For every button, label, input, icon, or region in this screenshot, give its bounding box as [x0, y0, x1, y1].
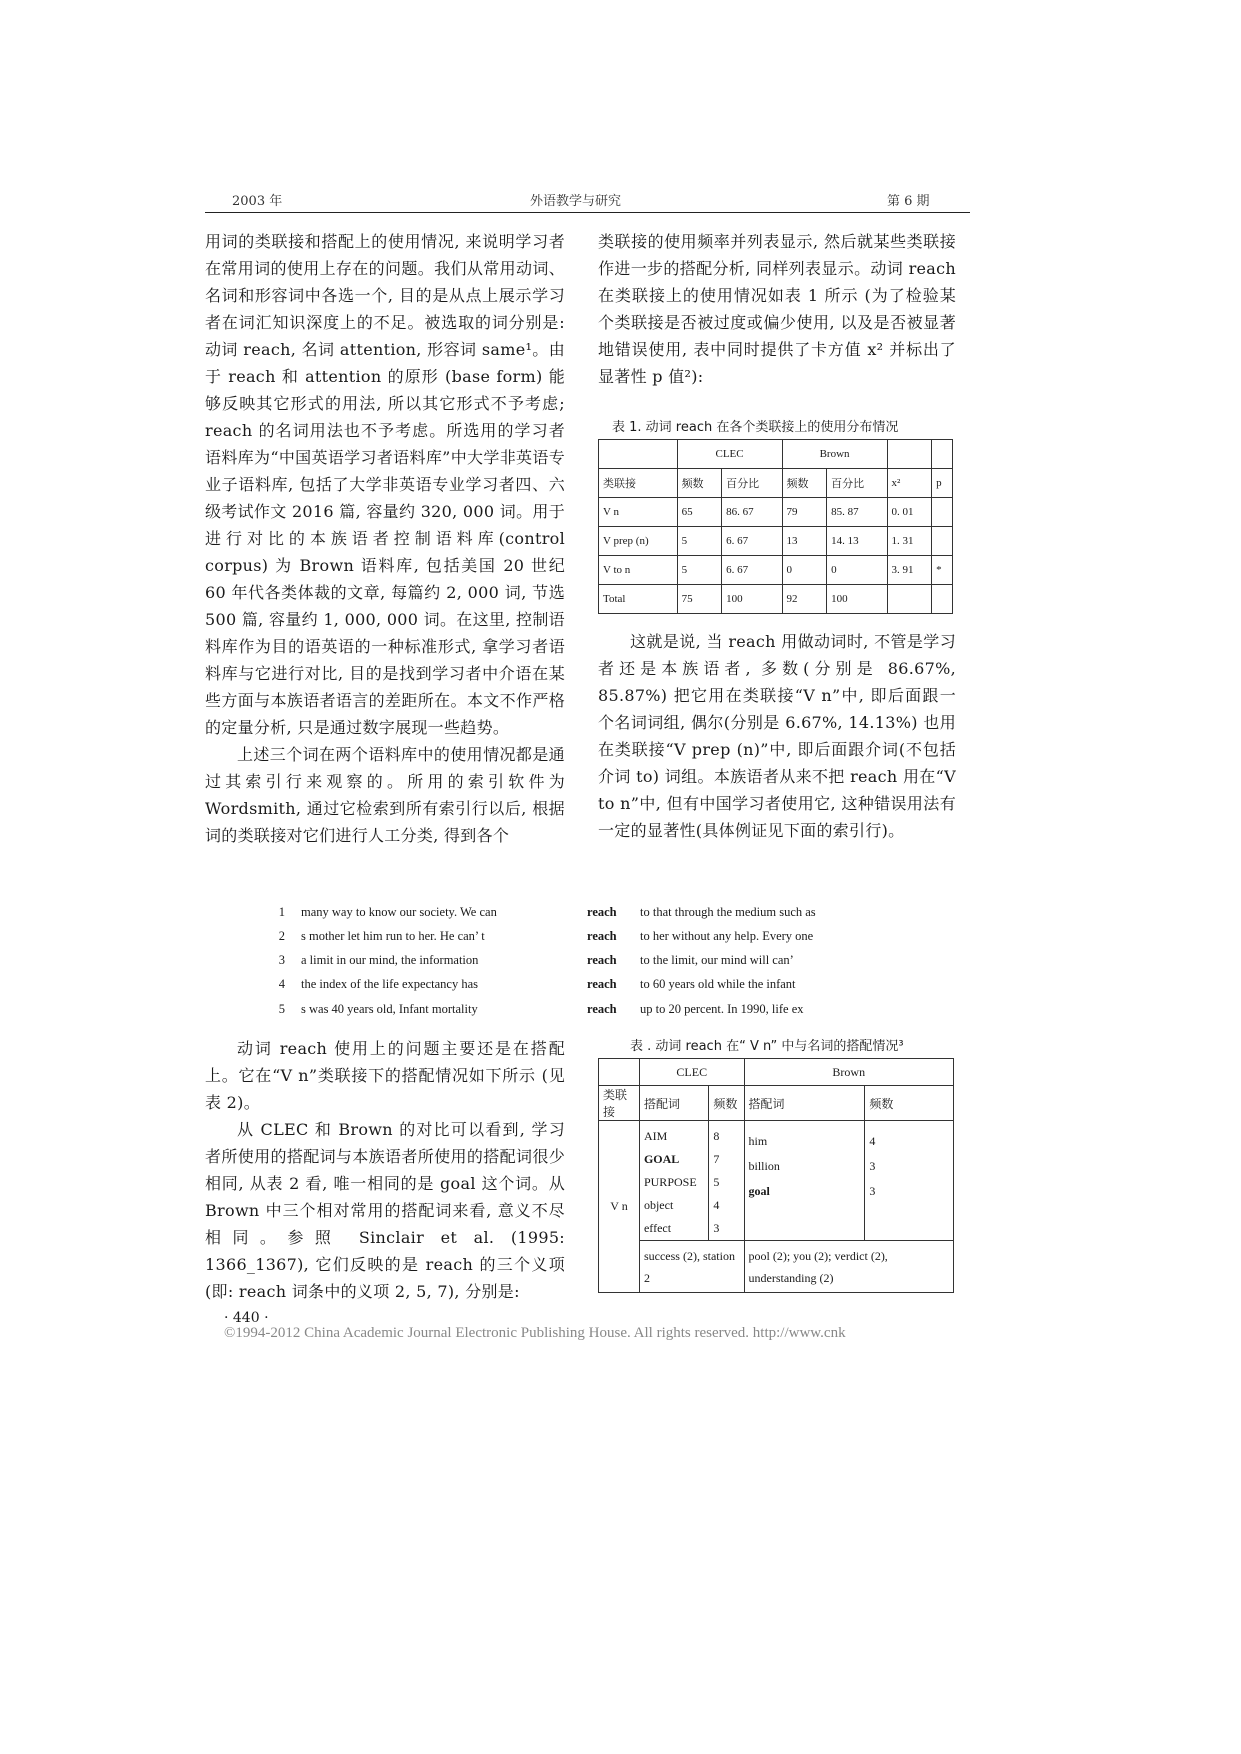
table1-row — [599, 556, 953, 585]
table1-cell: 100 — [722, 585, 782, 614]
table2-row-label: V n — [599, 1121, 640, 1293]
table1-cell: 86. 67 — [722, 498, 782, 527]
table1-header: 类联接 — [599, 469, 678, 498]
concordance-number: 1 — [278, 905, 285, 919]
concordance-left: a limit in our mind, the information — [301, 953, 479, 967]
table1-cell: 6. 67 — [722, 527, 782, 556]
table1-cell: 75 — [677, 585, 722, 614]
table1-cell: 0 — [827, 556, 887, 585]
table2-clec-word: PURPOSE — [643, 1175, 697, 1189]
table1-header: p — [932, 469, 953, 498]
concordance-right: to that through the medium such as — [640, 905, 816, 919]
concordance-left: the index of the life expectancy has — [301, 977, 479, 991]
table1-row — [599, 585, 953, 614]
table1-cell: 6. 67 — [722, 556, 782, 585]
left-column-2 — [205, 1035, 565, 1305]
table2-row — [599, 1121, 954, 1241]
concordance-left: many way to know our society. We can — [301, 905, 497, 919]
table1-cell — [932, 498, 953, 527]
table1-cell — [932, 585, 953, 614]
table2-brown-word: billion — [748, 1159, 780, 1173]
concordance-right: to 60 years old while the infant — [640, 977, 796, 991]
table2-brown-freq: 4 — [869, 1134, 876, 1148]
table1-header: 频数 — [677, 469, 722, 498]
table2-header: 类联接 — [599, 1086, 640, 1121]
right-column-2 — [598, 628, 956, 844]
table2-clec-word: effect — [643, 1221, 672, 1235]
table1-cell: 65 — [677, 498, 722, 527]
table1-group-brown: Brown — [782, 440, 887, 469]
concordance-keyword: reach — [587, 905, 617, 919]
table2-brown-word: goal — [748, 1184, 770, 1198]
table2-clec-word: GOAL — [643, 1152, 680, 1166]
table1-caption: 表 1. 动词 reach 在各个类联接上的使用分布情况 — [612, 420, 899, 435]
header-rule — [205, 212, 970, 213]
table2-brown-word: him — [748, 1134, 768, 1148]
table1-cell: 85. 87 — [827, 498, 887, 527]
concordance-keyword: reach — [587, 953, 617, 967]
header-year: 2003 年 — [232, 194, 283, 209]
table1-row — [599, 498, 953, 527]
right-paragraph-1: 类联接的使用频率并列表显示, 然后就某些类联接作进一步的搭配分析, 同样列表显示。动词 reach 在类联接上的使用情况如表 1 所示 (为了检验某个类联接是否被过度或偏少使用, 以及是否被显著地错误使用, 表中同时提供了卡方值 x² 并标出了显著性 p 值²): — [598, 232, 956, 386]
table2-header: 频数 — [709, 1086, 744, 1121]
table1-cell — [932, 527, 953, 556]
table2-clec-freq: 3 — [713, 1221, 720, 1235]
concordance-right: up to 20 percent. In 1990, life ex — [640, 1002, 804, 1016]
table1-row — [599, 527, 953, 556]
concordance-number: 4 — [278, 977, 285, 991]
table1-cell: 13 — [782, 527, 827, 556]
table1-cell: 3. 91 — [887, 556, 932, 585]
table1-cell: V n — [599, 498, 678, 527]
table1-cell: Total — [599, 585, 678, 614]
table2-clec-freq: 7 — [713, 1152, 720, 1166]
table2-clec-word: AIM — [643, 1129, 668, 1143]
copyright-line: ©1994-2012 China Academic Journal Electronic Publishing House. All rights reserved. http://www.cnk — [224, 1325, 846, 1341]
page-number: · 440 · — [224, 1310, 269, 1326]
concordance-right: to the limit, our mind will can’ — [640, 953, 794, 967]
concordance-keyword: reach — [587, 977, 617, 991]
table1-cell: V to n — [599, 556, 678, 585]
table1-header: 百分比 — [722, 469, 782, 498]
left-paragraph-4: 从 CLEC 和 Brown 的对比可以看到, 学习者所使用的搭配词与本族语者所使用的搭配词很少相同, 从表 2 看, 唯一相同的是 goal 这个词。从 Brown 中三个相对常用的搭配词来看, 意义不尽相同。参照 Sinclair et al. (1995: 1366_1367), 它们反映的是 reach 的三个义项 (即: reach 词条中的义项 2, 5, 7), 分别是: — [205, 1120, 565, 1301]
table2-clec-word: object — [643, 1198, 674, 1212]
table2-brown-freq: 3 — [869, 1159, 876, 1173]
table1-cell: 100 — [827, 585, 887, 614]
concordance-number: 5 — [278, 1002, 285, 1016]
table2-caption: 表 . 动词 reach 在“ V n” 中与名词的搭配情况³ — [630, 1039, 904, 1054]
right-column — [598, 228, 956, 390]
table1-group-clec: CLEC — [677, 440, 782, 469]
table1-cell: * — [932, 556, 953, 585]
left-paragraph-3: 动词 reach 使用上的问题主要还是在搭配上。它在“V n”类联接下的搭配情况如下所示 (见表 2)。 — [205, 1039, 565, 1112]
table2-brown-freqs — [865, 1121, 954, 1241]
table2-brown-other: pool (2); you (2); verdict (2), understanding (2) — [744, 1241, 953, 1293]
table1-cell: 92 — [782, 585, 827, 614]
table1-header: 频数 — [782, 469, 827, 498]
table1-cell: 79 — [782, 498, 827, 527]
table1-cell: 0 — [782, 556, 827, 585]
table2-clec-freqs — [709, 1121, 744, 1241]
table2-clec-freq: 5 — [713, 1175, 720, 1189]
left-paragraph-2: 上述三个词在两个语料库中的使用情况都是通过其索引行来观察的。所用的索引软件为 Wordsmith, 通过它检索到所有索引行以后, 根据词的类联接对它们进行人工分类, 得到各个 — [205, 745, 565, 845]
left-paragraph-1: 用词的类联接和搭配上的使用情况, 来说明学习者在常用词的使用上存在的问题。我们从常用动词、名词和形容词中各选一个, 目的是从点上展示学习者在词汇知识深度上的不足。被选取的词分别是: 动词 reach, 名词 attention, 形容词 same¹。由于 reach 和 attention 的原形 (base form) 能够反映其它形式的用法, 所以其它形式不予考虑; reach 的名词用法也不予考虑。所选用的学习者语料库为“中国英语学习者语料库”中大学非英语专业子语料库, 包括了大学非英语专业学习者四、六级考试作文 2016 篇, 容量约 320, 000 词。用于进行对比的本族语者控制语料库(control corpus) 为 Brown 语料库, 包括美国 20 世纪 60 年代各类体裁的文章, 每篇约 2, 000 词, 节选 500 篇, 容量约 1, 000, 000 词。在这里, 控制语料库作为目的语英语的一种标准形式, 拿学习者语料库与它进行对比, 目的是找到学习者中介语在某些方面与本族语者语言的差距所在。本文不作严格的定量分析, 只是通过数字展现一些趋势。 — [205, 232, 565, 737]
table1 — [598, 439, 953, 614]
table1-cell: V prep (n) — [599, 527, 678, 556]
concordance-keyword: reach — [587, 929, 617, 943]
table2-row — [599, 1241, 954, 1293]
table2-brown-words — [744, 1121, 865, 1241]
table1-header: x² — [887, 469, 932, 498]
header-issue: 第 6 期 — [887, 194, 930, 209]
table2-header: 频数 — [865, 1086, 954, 1121]
table2-group-clec: CLEC — [639, 1059, 744, 1086]
table1-cell: 1. 31 — [887, 527, 932, 556]
table1-cell: 14. 13 — [827, 527, 887, 556]
table2-header: 搭配词 — [639, 1086, 708, 1121]
table2-header: 搭配词 — [744, 1086, 865, 1121]
table2-group-brown: Brown — [744, 1059, 953, 1086]
table1-cell: 0. 01 — [887, 498, 932, 527]
left-column — [205, 228, 565, 849]
table2-clec-freq: 4 — [713, 1198, 720, 1212]
concordance-right: to her without any help. Every one — [640, 929, 814, 943]
table2-clec-freq: 8 — [713, 1129, 720, 1143]
concordance-left: s mother let him run to her. He can’ t — [301, 929, 485, 943]
concordance-keyword: reach — [587, 1002, 617, 1016]
table1-cell: 5 — [677, 527, 722, 556]
table2-clec-words — [639, 1121, 708, 1241]
table1-header: 百分比 — [827, 469, 887, 498]
table2 — [598, 1058, 954, 1293]
concordance-left: s was 40 years old, Infant mortality — [301, 1002, 478, 1016]
concordance-number: 2 — [278, 929, 285, 943]
table1-cell: 5 — [677, 556, 722, 585]
table2-brown-freq: 3 — [869, 1184, 876, 1198]
concordance-number: 3 — [278, 953, 285, 967]
header-journal: 外语教学与研究 — [530, 194, 622, 209]
table2-clec-other: success (2), station 2 — [639, 1241, 744, 1293]
table1-cell — [887, 585, 932, 614]
right-paragraph-2: 这就是说, 当 reach 用做动词时, 不管是学习者还是本族语者, 多数(分别是 86.67%, 85.87%) 把它用在类联接“V n”中, 即后面跟一个名词词组, 偶尔(分别是 6.67%, 14.13%) 也用在类联接“V prep (n)”中, 即后面跟介词(不包括介词 to) 词组。本族语者从来不把 reach 用在“V to n”中, 但有中国学习者使用它, 这种错误用法有一定的显著性(具体例证见下面的索引行)。 — [598, 632, 956, 840]
concordance — [265, 905, 905, 1025]
